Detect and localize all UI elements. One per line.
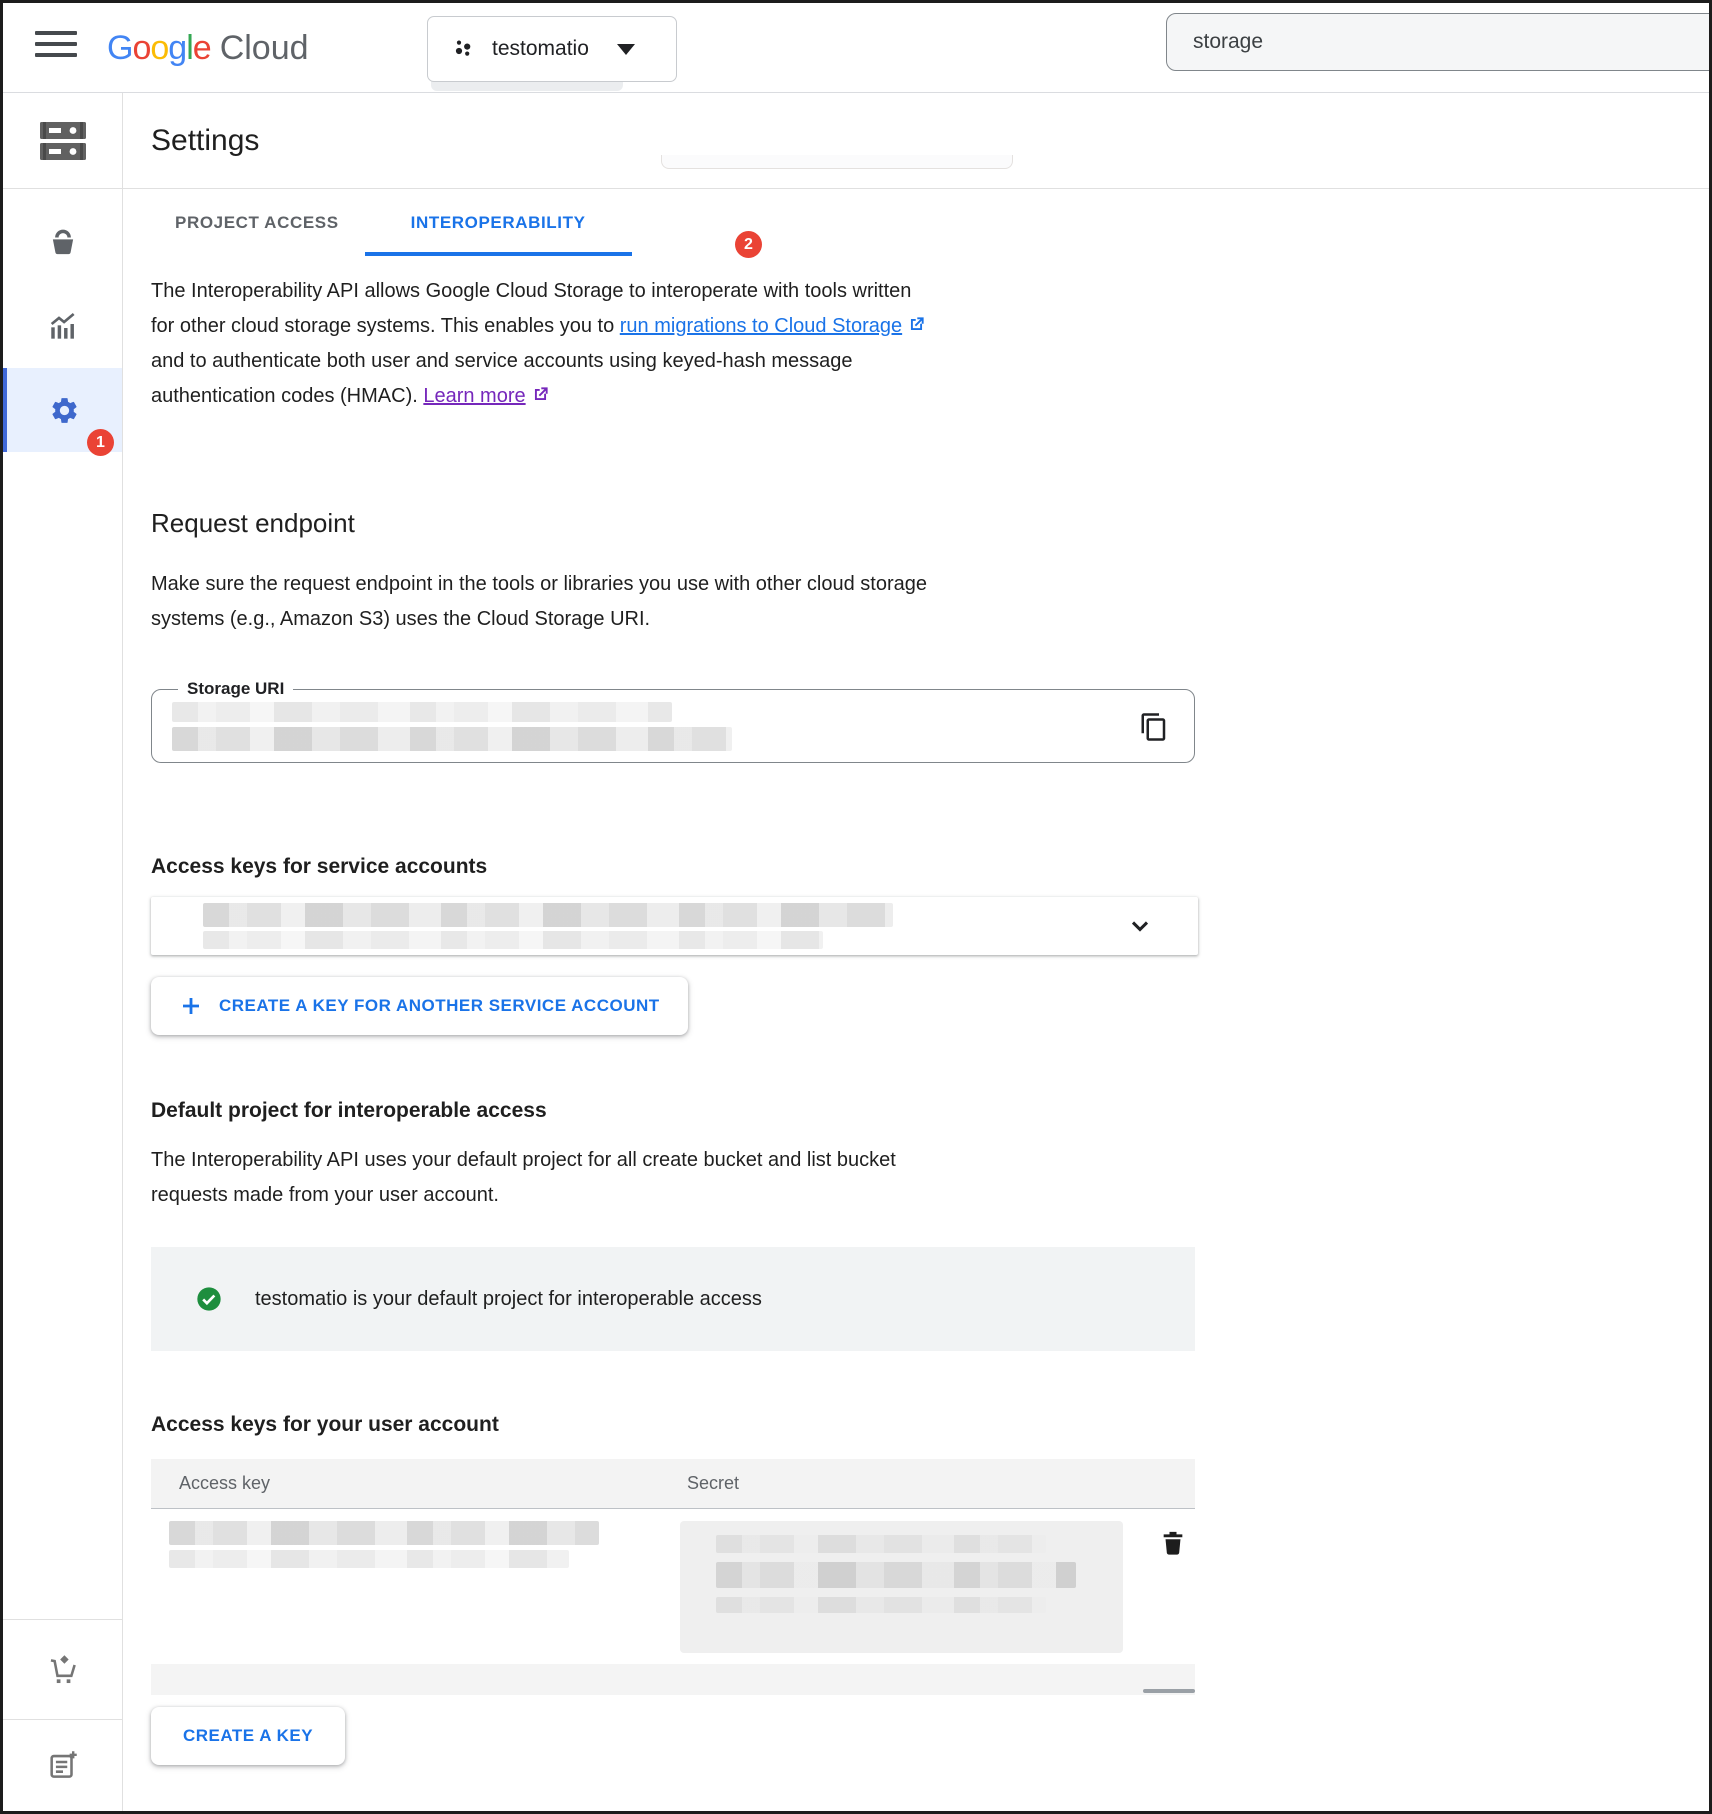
tab-label: INTEROPERABILITY [410,212,586,232]
logo-cloud-text: Cloud [219,28,309,67]
intro-line: for other cloud storage systems. This enables you to run migrations to Cloud Storage [151,309,1223,344]
check-circle-icon [195,1285,223,1313]
default-project-status [151,1247,1195,1351]
learn-more-link[interactable]: Learn more [423,385,526,407]
google-cloud-logo [107,3,309,93]
logo-letter: o [132,28,151,67]
table-header-row [151,1459,1195,1509]
status-text: testomatio is your default project for interoperable access [255,1287,762,1310]
sidebar-item-buckets[interactable] [3,200,122,284]
left-sidebar [3,93,123,1811]
search-input[interactable] [1166,13,1712,71]
storage-uri-redacted-value [172,702,732,751]
tab-project-access[interactable] [151,189,365,256]
sidebar-spacer [3,452,122,1619]
storage-uri-field[interactable] [151,679,1195,763]
storage-uri-label: Storage URI [178,679,293,699]
project-name: testomatio [492,37,589,60]
marketplace-cart-icon [46,1653,80,1687]
external-link-icon [907,315,926,334]
table-row [151,1509,1195,1664]
settings-notification-badge: 1 [87,429,114,456]
project-selector-shadow [431,81,623,91]
release-notes-icon [46,1749,80,1783]
sidebar-item-storage-product[interactable] [3,93,122,189]
table-scrollbar[interactable] [151,1664,1195,1695]
bucket-icon [47,226,79,258]
sidebar-item-settings[interactable] [3,368,122,452]
intro-line: authentication codes (HMAC). Learn more [151,379,1223,414]
copy-icon[interactable] [1136,709,1172,745]
intro-paragraph [151,274,1223,414]
hamburger-menu-icon[interactable] [35,31,77,57]
external-link-icon [531,385,550,404]
plus-icon [179,994,203,1018]
tabs-bar [123,189,1709,256]
service-keys-heading: Access keys for service accounts [151,855,488,878]
request-endpoint-description: Make sure the request endpoint in the tools or libraries you use with other cloud storage systems (e.g., Amazon S3) uses the Cloud Storage URI. [151,573,927,630]
default-project-description: The Interoperability API uses your default project for all create bucket and list bucket requests made from your user account. [151,1149,896,1206]
service-account-redacted [203,903,893,949]
delete-key-icon[interactable] [1155,1525,1191,1561]
project-icon [452,37,476,61]
page-title: Settings [151,123,260,157]
sidebar-item-marketplace[interactable] [3,1619,122,1719]
sidebar-item-release-notes[interactable] [3,1719,122,1811]
tab-interoperability[interactable] [365,189,632,256]
logo-letter: e [192,28,211,67]
main-content [123,93,1709,1811]
page-header [123,93,1709,189]
project-selector-button[interactable] [427,16,677,82]
create-service-account-key-button[interactable]: CREATE A KEY FOR ANOTHER SERVICE ACCOUNT [151,977,688,1035]
request-endpoint-heading: Request endpoint [151,508,355,538]
chevron-down-icon[interactable] [1126,912,1154,940]
tab-label: PROJECT ACCESS [175,212,339,232]
logo-letter: o [150,28,169,67]
secret-redacted [680,1521,1123,1653]
intro-line: and to authenticate both user and service accounts using keyed-hash message [151,350,853,372]
chart-icon [47,310,79,342]
intro-line: The Interoperability API allows Google Cloud Storage to interoperate with tools written [151,280,912,302]
top-bar [3,3,1709,93]
tab-step-badge: 2 [735,231,762,258]
column-secret: Secret [687,1473,740,1493]
chevron-down-icon [617,44,635,55]
search-value: storage [1193,30,1264,53]
column-access-key: Access key [179,1473,271,1493]
create-key-button[interactable]: CREATE A KEY [151,1707,345,1765]
service-account-key-expander[interactable] [151,897,1198,955]
user-keys-table [151,1459,1195,1695]
default-project-heading: Default project for interoperable access [151,1099,547,1122]
user-keys-heading: Access keys for your user account [151,1413,499,1436]
logo-letter: g [168,28,187,67]
scrollbar-thumb[interactable] [1143,1689,1195,1693]
active-tab-underline [365,252,632,256]
server-stack-icon [37,118,89,164]
logo-letter: l [186,28,193,67]
gear-icon [49,395,80,426]
scrolled-element-edge [661,155,1013,169]
sidebar-item-monitoring[interactable] [3,284,122,368]
logo-letter: G [107,28,133,67]
run-migrations-link[interactable]: run migrations to Cloud Storage [619,315,903,337]
access-key-redacted [169,1521,599,1568]
